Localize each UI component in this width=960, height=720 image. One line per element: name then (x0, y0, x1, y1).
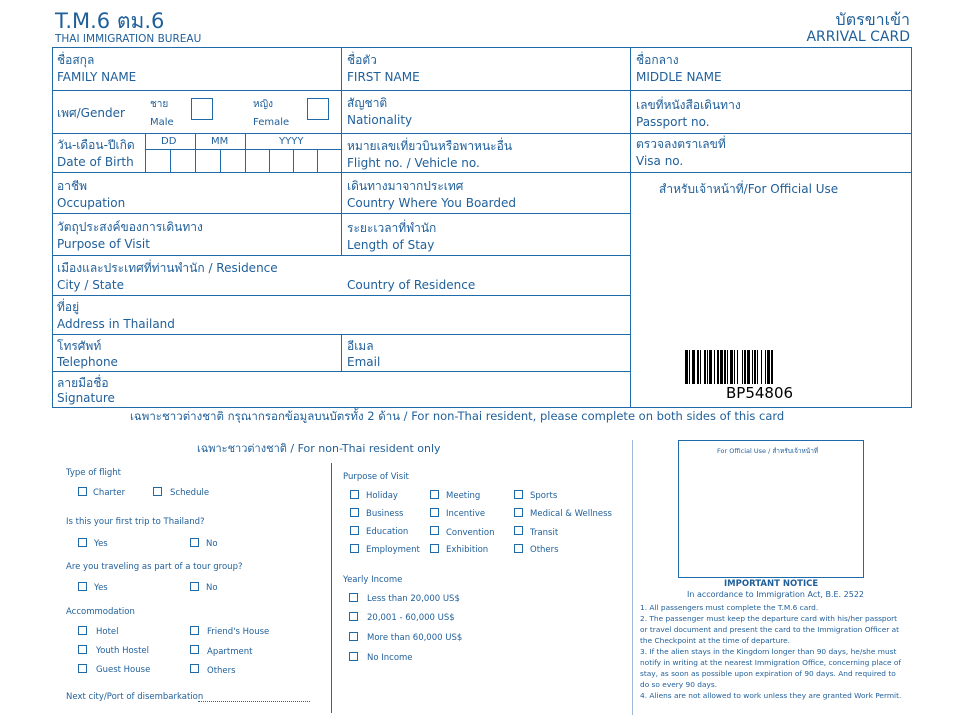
dob-divider (220, 149, 221, 172)
others-purpose-label: Others (530, 545, 559, 555)
dob-divider (293, 149, 294, 172)
signature-th: ลายมือชื่อ (57, 376, 109, 390)
notice-line: 4. Aliens are not allowed to work unless they are granted Work Permit. (640, 691, 902, 700)
others-purpose-checkbox[interactable] (514, 544, 523, 553)
transit-checkbox[interactable] (514, 526, 523, 535)
purpose-th: วัตถุประสงค์ของการเดินทาง (57, 220, 203, 234)
back-column-divider (632, 440, 633, 715)
income-more-60000-label: More than 60,000 US$ (367, 633, 463, 643)
stay-en: Length of Stay (347, 238, 435, 252)
dob-th: วัน-เดือน-ปีเกิด (57, 138, 135, 152)
first-trip-yes-checkbox[interactable] (78, 538, 87, 547)
notice-line: 2. The passenger must keep the departure card with his/her passport (640, 614, 898, 623)
male-en: Male (150, 117, 174, 128)
middle-name-en: MIDDLE NAME (636, 70, 722, 84)
both-sides-note: เฉพาะชาวต่างชาติ กรุณากรอกข้อมูลบนบัตรทั้ง 2 ด้าน / For non-Thai resident, please complete on both sides of this card (130, 409, 785, 423)
hotel-checkbox[interactable] (78, 626, 87, 635)
income-less-20000-checkbox[interactable] (349, 593, 358, 602)
family-name-th: ชื่อสกุล (57, 53, 95, 67)
passport-cell[interactable] (630, 90, 912, 134)
no-income-label: No Income (367, 653, 413, 663)
male-th: ชาย (150, 99, 169, 110)
yyyy-label: YYYY (279, 136, 304, 147)
accommodation-label: Accommodation (66, 607, 135, 617)
business-checkbox[interactable] (350, 508, 359, 517)
signature-cell[interactable] (52, 371, 631, 408)
passport-en: Passport no. (636, 115, 710, 129)
dob-divider (269, 149, 270, 172)
visa-en: Visa no. (636, 154, 684, 168)
first-name-en: FIRST NAME (347, 70, 420, 84)
income-20001-60000-checkbox[interactable] (349, 612, 358, 621)
tour-group-label: Are you traveling as part of a tour group? (66, 562, 243, 572)
occupation-en: Occupation (57, 196, 126, 210)
incentive-checkbox[interactable] (430, 508, 439, 517)
next-city-label: Next city/Port of disembarkation (66, 692, 204, 702)
type-of-flight-label: Type of flight (66, 468, 121, 478)
business-label: Business (366, 509, 404, 519)
nationality-cell[interactable] (341, 90, 631, 134)
notice-line: notify in writing at the nearest Immigration Office, concerning place of (640, 658, 902, 667)
dob-divider (317, 149, 318, 172)
employment-label: Employment (366, 545, 420, 555)
purpose-of-visit-title: Purpose of Visit (343, 472, 409, 482)
visa-th: ตรวจลงตราเลขที่ (636, 137, 726, 151)
charter-checkbox[interactable] (78, 487, 87, 496)
middle-name-cell[interactable] (630, 47, 912, 91)
dob-en: Date of Birth (57, 155, 134, 169)
dob-divider (245, 134, 246, 172)
residence-cell[interactable] (52, 255, 631, 296)
income-less-20000-label: Less than 20,000 US$ (367, 594, 460, 604)
telephone-en: Telephone (57, 355, 118, 369)
medical-wellness-label: Medical & Wellness (530, 509, 612, 519)
dd-label: DD (161, 136, 177, 147)
dob-divider (170, 149, 171, 172)
friends-house-label: Friend's House (207, 627, 270, 637)
tour-yes-checkbox[interactable] (78, 582, 87, 591)
sports-checkbox[interactable] (514, 490, 523, 499)
employment-checkbox[interactable] (350, 544, 359, 553)
holiday-label: Holiday (366, 491, 398, 501)
telephone-th: โทรศัพท์ (57, 339, 102, 353)
tour-yes-label: Yes (94, 583, 108, 593)
official-use-small-label: For Official Use / สำหรับเจ้าหน้าที่ (717, 447, 819, 455)
schedule-label: Schedule (170, 488, 210, 498)
convention-checkbox[interactable] (430, 526, 439, 535)
holiday-checkbox[interactable] (350, 490, 359, 499)
others-accommodation-label: Others (207, 666, 236, 676)
transit-label: Transit (530, 528, 559, 538)
education-label: Education (366, 527, 409, 537)
immigration-act-note: In accordance to Immigration Act, B.E. 2522 (687, 590, 864, 599)
youth-hostel-label: Youth Hostel (96, 646, 150, 656)
mm-label: MM (211, 136, 229, 147)
passport-th: เลขที่หนังสือเดินทาง (636, 98, 741, 112)
official-use-box-back (678, 440, 864, 578)
apartment-checkbox[interactable] (190, 645, 199, 654)
exhibition-label: Exhibition (446, 545, 489, 555)
purpose-cell[interactable] (52, 213, 342, 256)
city-label: City / State (57, 278, 124, 292)
apartment-label: Apartment (207, 647, 253, 657)
exhibition-checkbox[interactable] (430, 544, 439, 553)
first-trip-no-label: No (206, 539, 218, 549)
first-name-th: ชื่อตัว (347, 53, 377, 67)
nationality-th: สัญชาติ (347, 96, 388, 110)
next-city-line[interactable] (198, 701, 310, 702)
telephone-cell[interactable] (52, 334, 342, 372)
dob-divider (145, 134, 146, 172)
dob-cell (52, 133, 342, 173)
stay-cell[interactable] (341, 213, 631, 256)
female-checkbox[interactable] (307, 98, 329, 120)
notice-line: 1. All passengers must complete the T.M.6 card. (640, 603, 819, 612)
first-name-cell[interactable] (341, 47, 631, 91)
income-20001-60000-label: 20,001 - 60,000 US$ (367, 613, 455, 623)
official-use-cell (630, 172, 912, 408)
card-title-thai: บัตรขาเข้า (835, 10, 910, 29)
notice-line: stay, as soon as possible upon expiration of 90 days. And required to (640, 669, 896, 678)
no-income-checkbox[interactable] (349, 652, 358, 661)
country-of-residence-label: Country of Residence (347, 278, 476, 292)
flight-th: หมายเลขเที่ยวบินหรือพาหนะอื่น (347, 139, 513, 153)
schedule-checkbox[interactable] (153, 487, 162, 496)
first-trip-label: Is this your first trip to Thailand? (66, 517, 205, 527)
gender-cell (52, 90, 342, 134)
back-title: เฉพาะชาวต่างชาติ / For non-Thai resident only (197, 442, 441, 455)
boarded-cell[interactable] (341, 172, 631, 214)
barcode-number: BP54806 (726, 384, 794, 402)
residence-label: เมืองและประเทศที่ท่านพำนัก / Residence (57, 261, 278, 275)
incentive-label: Incentive (446, 509, 486, 519)
boarded-en: Country Where You Boarded (347, 196, 516, 210)
female-en: Female (253, 117, 290, 128)
occupation-th: อาชีพ (57, 179, 87, 193)
yearly-income-title: Yearly Income (343, 575, 403, 585)
back-column-divider (331, 463, 332, 713)
visa-cell[interactable] (630, 133, 912, 173)
nationality-en: Nationality (347, 113, 413, 127)
tour-no-checkbox[interactable] (190, 582, 199, 591)
notice-line: or travel document and present the card to the Immigration Officer at (640, 625, 900, 634)
education-checkbox[interactable] (350, 526, 359, 535)
family-name-cell[interactable] (52, 47, 342, 91)
address-th: ที่อยู่ (57, 300, 80, 314)
email-th: อีเมล (347, 339, 374, 353)
notice-line: do so every 90 days. (640, 680, 718, 689)
meeting-label: Meeting (446, 491, 481, 501)
purpose-en: Purpose of Visit (57, 237, 150, 251)
tour-no-label: No (206, 583, 218, 593)
address-cell[interactable] (52, 295, 631, 335)
friends-house-checkbox[interactable] (190, 626, 199, 635)
middle-name-th: ชื่อกลาง (636, 53, 679, 67)
signature-en: Signature (57, 391, 115, 405)
email-cell[interactable] (341, 334, 631, 372)
important-notice-title: IMPORTANT NOTICE (724, 579, 819, 589)
form-code: T.M.6 ตม.6 (55, 9, 165, 33)
youth-hostel-checkbox[interactable] (78, 645, 87, 654)
flight-cell[interactable] (341, 133, 631, 173)
notice-body (640, 602, 908, 701)
guest-house-label: Guest House (96, 665, 151, 675)
flight-en: Flight no. / Vehicle no. (347, 156, 480, 170)
card-title-en: ARRIVAL CARD (806, 29, 910, 45)
convention-label: Convention (446, 528, 495, 538)
charter-label: Charter (93, 488, 126, 498)
address-en: Address in Thailand (57, 317, 175, 331)
notice-line: the Checkpoint at the time of departure. (640, 636, 791, 645)
meeting-checkbox[interactable] (430, 490, 439, 499)
first-trip-no-checkbox[interactable] (190, 538, 199, 547)
others-accommodation-checkbox[interactable] (190, 664, 199, 673)
stay-th: ระยะเวลาที่พำนัก (347, 221, 437, 235)
dob-digit-line (145, 149, 341, 150)
medical-wellness-checkbox[interactable] (514, 508, 523, 517)
male-checkbox[interactable] (191, 98, 213, 120)
dob-divider (195, 134, 196, 172)
gender-label: เพศ/Gender (57, 106, 125, 120)
email-en: Email (347, 355, 381, 369)
first-trip-yes-label: Yes (94, 539, 108, 549)
income-more-60000-checkbox[interactable] (349, 632, 358, 641)
occupation-cell[interactable] (52, 172, 342, 214)
female-th: หญิง (253, 99, 273, 110)
boarded-th: เดินทางมาจากประเทศ (347, 179, 464, 193)
notice-line: 3. If the alien stays in the Kingdom longer than 90 days, he/she must (640, 647, 897, 656)
sports-label: Sports (530, 491, 558, 501)
guest-house-checkbox[interactable] (78, 664, 87, 673)
hotel-label: Hotel (96, 627, 119, 637)
bureau-name: THAI IMMIGRATION BUREAU (55, 33, 202, 45)
family-name-en: FAMILY NAME (57, 70, 137, 84)
barcode (685, 350, 774, 384)
official-use-label: สำหรับเจ้าหน้าที่/For Official Use (659, 182, 839, 196)
